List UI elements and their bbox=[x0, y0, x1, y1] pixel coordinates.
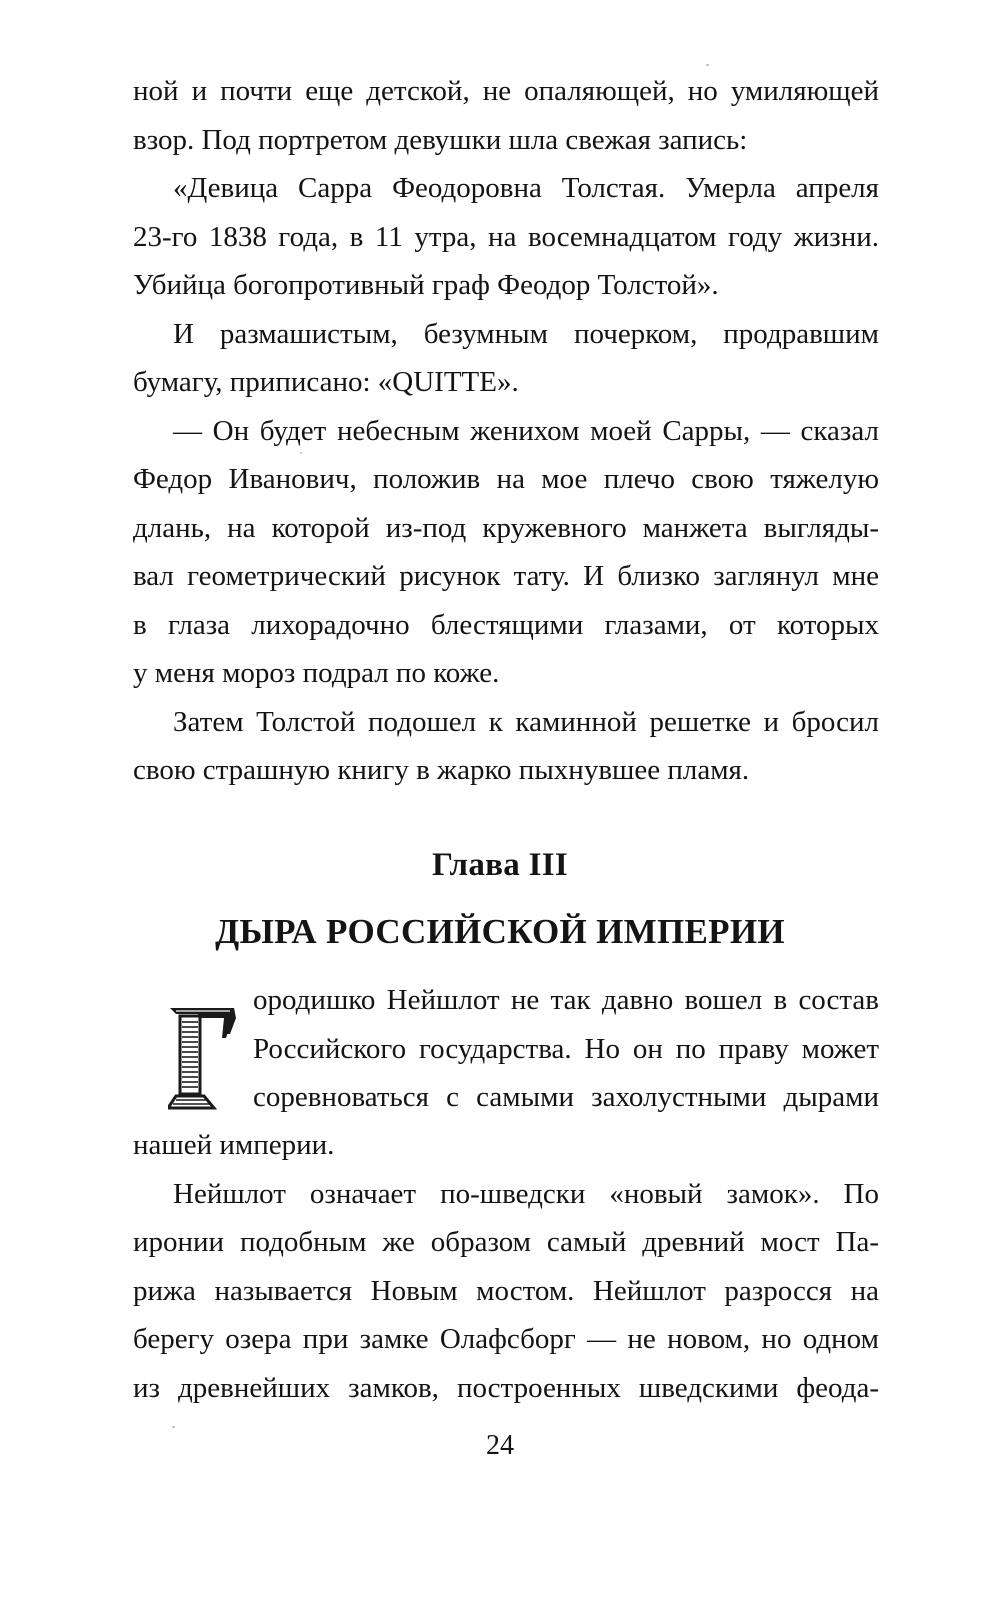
text-line: рижа называется Новым мостом. Нейшлот разросся на bbox=[133, 1274, 879, 1307]
text-line: Российского государства. Но он по праву может bbox=[253, 1032, 879, 1065]
scan-speck bbox=[172, 1426, 175, 1428]
text-line: берегу озера при замке Олафсборг — не новом, но одном bbox=[133, 1323, 879, 1355]
page-number: 24 bbox=[486, 1430, 514, 1461]
drop-cap-text-block bbox=[253, 976, 879, 1122]
top-text-block bbox=[133, 67, 879, 795]
text-line: 23-го 1838 года, в 11 утра, на восемнадцатом году жизни. bbox=[133, 220, 879, 253]
text-line: нашей империи. bbox=[133, 1129, 335, 1161]
bottom-text-block bbox=[133, 1121, 879, 1412]
text-line: соревноваться с самыми захолустными дырами bbox=[253, 1081, 879, 1113]
scan-speck bbox=[706, 64, 709, 66]
text-line: — Он будет небесным женихом моей Сарры, — сказал bbox=[173, 414, 879, 447]
text-line: свою страшную книгу в жарко пыхнувшее пламя. bbox=[133, 754, 750, 786]
text-line: ной и почти еще детской, не опаляющей, но умиляющей bbox=[133, 75, 879, 107]
chapter-number: Глава III bbox=[431, 847, 569, 883]
drop-cap-letter bbox=[168, 1004, 238, 1110]
text-line: из древнейших замков, построенных шведскими феода- bbox=[133, 1371, 879, 1404]
text-line: Федор Иванович, положив на мое плечо свою тяжелую bbox=[133, 463, 879, 495]
text-line: Нейшлот означает по-шведски «новый замок». По bbox=[173, 1177, 879, 1210]
text-line: И размашистым, безумным почерком, продравшим bbox=[173, 317, 879, 350]
text-line: длань, на которой из-под кружевного манжета выгляды- bbox=[133, 511, 879, 544]
text-line: ородишко Нейшлот не так давно вошел в состав bbox=[253, 984, 879, 1016]
scan-speck bbox=[300, 452, 302, 454]
text-line: Затем Толстой подошел к каминной решетке и бросил bbox=[173, 705, 879, 738]
text-line: бумагу, приписано: «QUITTE». bbox=[133, 366, 519, 398]
chapter-title: ДЫРА РОССИЙСКОЙ ИМПЕРИИ bbox=[215, 912, 785, 951]
text-line: в глаза лихорадочно блестящими глазами, от которых bbox=[133, 608, 879, 641]
text-line: иронии подобным же образом самый древний мост Па- bbox=[133, 1226, 879, 1258]
text-line: Убийца богопротивный граф Феодор Толстой». bbox=[133, 269, 719, 301]
text-line: вал геометрический рисунок тату. И близко заглянул мне bbox=[133, 560, 879, 592]
text-line: «Девица Сарра Феодоровна Толстая. Умерла апреля bbox=[173, 172, 879, 204]
text-line: взор. Под портретом девушки шла свежая запись: bbox=[133, 123, 748, 156]
text-line: у меня мороз подрал по коже. bbox=[133, 657, 500, 689]
